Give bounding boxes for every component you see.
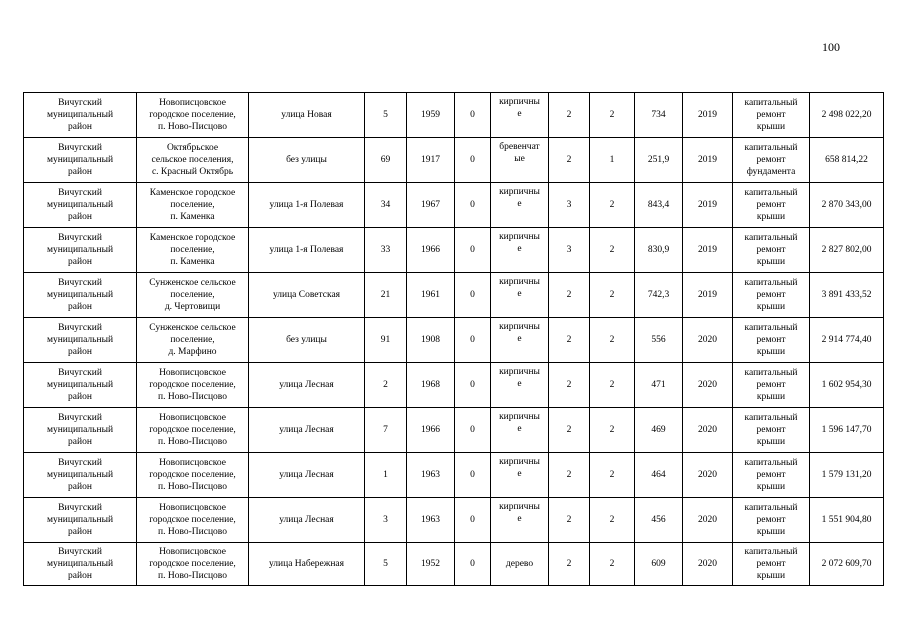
settlement-cell: Новописцовское городское поселение, п. Ново-Писцово	[137, 543, 249, 586]
entrances-cell: 2	[590, 183, 635, 228]
work-type-cell: капитальный ремонт крыши	[733, 318, 810, 363]
entrances-cell: 2	[590, 93, 635, 138]
settlement-cell: Новописцовское городское поселение, п. Ново-Писцово	[137, 93, 249, 138]
street-cell: улица 1-я Полевая	[249, 228, 365, 273]
wear-cell: 0	[455, 363, 491, 408]
entrances-cell: 2	[590, 543, 635, 586]
settlement-cell: Сунженское сельское поселение, д. Чертовищи	[137, 273, 249, 318]
cost-cell: 3 891 433,52	[810, 273, 884, 318]
page-number: 100	[822, 40, 840, 54]
street-cell: без улицы	[249, 138, 365, 183]
wall-material-cell: дерево	[491, 543, 549, 586]
settlement-cell: Каменское городское поселение, п. Каменка	[137, 183, 249, 228]
work-type-cell: капитальный ремонт крыши	[733, 228, 810, 273]
house-number-cell: 34	[365, 183, 407, 228]
settlement-cell: Каменское городское поселение, п. Каменка	[137, 228, 249, 273]
work-type-cell: капитальный ремонт крыши	[733, 453, 810, 498]
wall-material-cell: кирпичны е	[491, 498, 549, 543]
district-cell: Вичугский муниципальный район	[24, 228, 137, 273]
build-year-cell: 1967	[407, 183, 455, 228]
district-cell: Вичугский муниципальный район	[24, 183, 137, 228]
build-year-cell: 1908	[407, 318, 455, 363]
wall-material-cell: кирпичны е	[491, 363, 549, 408]
wear-cell: 0	[455, 273, 491, 318]
plan-year-cell: 2019	[683, 183, 733, 228]
house-number-cell: 69	[365, 138, 407, 183]
entrances-cell: 2	[590, 318, 635, 363]
area-cell: 609	[635, 543, 683, 586]
floors-cell: 3	[549, 228, 590, 273]
street-cell: без улицы	[249, 318, 365, 363]
wear-cell: 0	[455, 543, 491, 586]
cost-cell: 2 827 802,00	[810, 228, 884, 273]
cost-cell: 2 498 022,20	[810, 93, 884, 138]
build-year-cell: 1963	[407, 498, 455, 543]
area-cell: 464	[635, 453, 683, 498]
house-number-cell: 91	[365, 318, 407, 363]
street-cell: улица Лесная	[249, 453, 365, 498]
district-cell: Вичугский муниципальный район	[24, 273, 137, 318]
cost-cell: 1 596 147,70	[810, 408, 884, 453]
house-number-cell: 3	[365, 498, 407, 543]
wall-material-cell: кирпичны е	[491, 183, 549, 228]
plan-year-cell: 2019	[683, 228, 733, 273]
house-number-cell: 2	[365, 363, 407, 408]
area-cell: 251,9	[635, 138, 683, 183]
cost-cell: 658 814,22	[810, 138, 884, 183]
district-cell: Вичугский муниципальный район	[24, 543, 137, 586]
district-cell: Вичугский муниципальный район	[24, 93, 137, 138]
district-cell: Вичугский муниципальный район	[24, 138, 137, 183]
area-cell: 742,3	[635, 273, 683, 318]
wall-material-cell: кирпичны е	[491, 453, 549, 498]
house-number-cell: 5	[365, 93, 407, 138]
build-year-cell: 1952	[407, 543, 455, 586]
district-cell: Вичугский муниципальный район	[24, 498, 137, 543]
floors-cell: 2	[549, 408, 590, 453]
settlement-cell: Октябрьское сельское поселения, с. Красный Октябрь	[137, 138, 249, 183]
floors-cell: 2	[549, 138, 590, 183]
street-cell: улица Набережная	[249, 543, 365, 586]
area-cell: 456	[635, 498, 683, 543]
settlement-cell: Новописцовское городское поселение, п. Ново-Писцово	[137, 453, 249, 498]
plan-year-cell: 2020	[683, 408, 733, 453]
table-row	[24, 318, 884, 363]
table-row	[24, 183, 884, 228]
floors-cell: 2	[549, 318, 590, 363]
street-cell: улица Лесная	[249, 498, 365, 543]
street-cell: улица 1-я Полевая	[249, 183, 365, 228]
wear-cell: 0	[455, 138, 491, 183]
cost-cell: 1 602 954,30	[810, 363, 884, 408]
entrances-cell: 2	[590, 498, 635, 543]
work-type-cell: капитальный ремонт крыши	[733, 543, 810, 586]
build-year-cell: 1966	[407, 228, 455, 273]
cost-cell: 1 551 904,80	[810, 498, 884, 543]
table-row	[24, 138, 884, 183]
work-type-cell: капитальный ремонт крыши	[733, 498, 810, 543]
house-number-cell: 1	[365, 453, 407, 498]
area-cell: 843,4	[635, 183, 683, 228]
entrances-cell: 2	[590, 273, 635, 318]
work-type-cell: капитальный ремонт крыши	[733, 273, 810, 318]
floors-cell: 2	[549, 93, 590, 138]
plan-year-cell: 2020	[683, 498, 733, 543]
floors-cell: 2	[549, 363, 590, 408]
entrances-cell: 1	[590, 138, 635, 183]
build-year-cell: 1963	[407, 453, 455, 498]
plan-year-cell: 2019	[683, 138, 733, 183]
wall-material-cell: кирпичны е	[491, 93, 549, 138]
plan-year-cell: 2020	[683, 318, 733, 363]
work-type-cell: капитальный ремонт крыши	[733, 183, 810, 228]
build-year-cell: 1959	[407, 93, 455, 138]
area-cell: 471	[635, 363, 683, 408]
work-type-cell: капитальный ремонт крыши	[733, 363, 810, 408]
wear-cell: 0	[455, 183, 491, 228]
work-type-cell: капитальный ремонт крыши	[733, 93, 810, 138]
area-cell: 734	[635, 93, 683, 138]
street-cell: улица Новая	[249, 93, 365, 138]
settlement-cell: Новописцовское городское поселение, п. Ново-Писцово	[137, 363, 249, 408]
table-row	[24, 93, 884, 138]
work-type-cell: капитальный ремонт крыши	[733, 408, 810, 453]
entrances-cell: 2	[590, 453, 635, 498]
build-year-cell: 1966	[407, 408, 455, 453]
wear-cell: 0	[455, 228, 491, 273]
settlement-cell: Новописцовское городское поселение, п. Ново-Писцово	[137, 498, 249, 543]
wall-material-cell: кирпичны е	[491, 408, 549, 453]
settlement-cell: Новописцовское городское поселение, п. Ново-Писцово	[137, 408, 249, 453]
house-number-cell: 21	[365, 273, 407, 318]
district-cell: Вичугский муниципальный район	[24, 408, 137, 453]
housing-repair-table	[23, 92, 884, 586]
build-year-cell: 1917	[407, 138, 455, 183]
build-year-cell: 1968	[407, 363, 455, 408]
area-cell: 556	[635, 318, 683, 363]
wall-material-cell: бревенчат ые	[491, 138, 549, 183]
area-cell: 830,9	[635, 228, 683, 273]
table-row	[24, 453, 884, 498]
house-number-cell: 33	[365, 228, 407, 273]
house-number-cell: 5	[365, 543, 407, 586]
cost-cell: 2 914 774,40	[810, 318, 884, 363]
district-cell: Вичугский муниципальный район	[24, 363, 137, 408]
wear-cell: 0	[455, 93, 491, 138]
plan-year-cell: 2020	[683, 363, 733, 408]
floors-cell: 2	[549, 498, 590, 543]
floors-cell: 2	[549, 453, 590, 498]
district-cell: Вичугский муниципальный район	[24, 318, 137, 363]
table-body	[24, 93, 884, 586]
table-row	[24, 408, 884, 453]
floors-cell: 3	[549, 183, 590, 228]
wall-material-cell: кирпичны е	[491, 273, 549, 318]
cost-cell: 2 072 609,70	[810, 543, 884, 586]
floors-cell: 2	[549, 273, 590, 318]
entrances-cell: 2	[590, 363, 635, 408]
wear-cell: 0	[455, 408, 491, 453]
area-cell: 469	[635, 408, 683, 453]
wear-cell: 0	[455, 453, 491, 498]
table-row	[24, 273, 884, 318]
floors-cell: 2	[549, 543, 590, 586]
cost-cell: 2 870 343,00	[810, 183, 884, 228]
table-row	[24, 498, 884, 543]
street-cell: улица Лесная	[249, 408, 365, 453]
wall-material-cell: кирпичны е	[491, 318, 549, 363]
wear-cell: 0	[455, 318, 491, 363]
settlement-cell: Сунженское сельское поселение, д. Марфино	[137, 318, 249, 363]
entrances-cell: 2	[590, 228, 635, 273]
plan-year-cell: 2019	[683, 273, 733, 318]
table-row	[24, 363, 884, 408]
street-cell: улица Советская	[249, 273, 365, 318]
district-cell: Вичугский муниципальный район	[24, 453, 137, 498]
table-row	[24, 228, 884, 273]
street-cell: улица Лесная	[249, 363, 365, 408]
house-number-cell: 7	[365, 408, 407, 453]
table-row	[24, 543, 884, 586]
wear-cell: 0	[455, 498, 491, 543]
plan-year-cell: 2020	[683, 543, 733, 586]
plan-year-cell: 2020	[683, 453, 733, 498]
work-type-cell: капитальный ремонт фундамента	[733, 138, 810, 183]
wall-material-cell: кирпичны е	[491, 228, 549, 273]
build-year-cell: 1961	[407, 273, 455, 318]
cost-cell: 1 579 131,20	[810, 453, 884, 498]
plan-year-cell: 2019	[683, 93, 733, 138]
entrances-cell: 2	[590, 408, 635, 453]
